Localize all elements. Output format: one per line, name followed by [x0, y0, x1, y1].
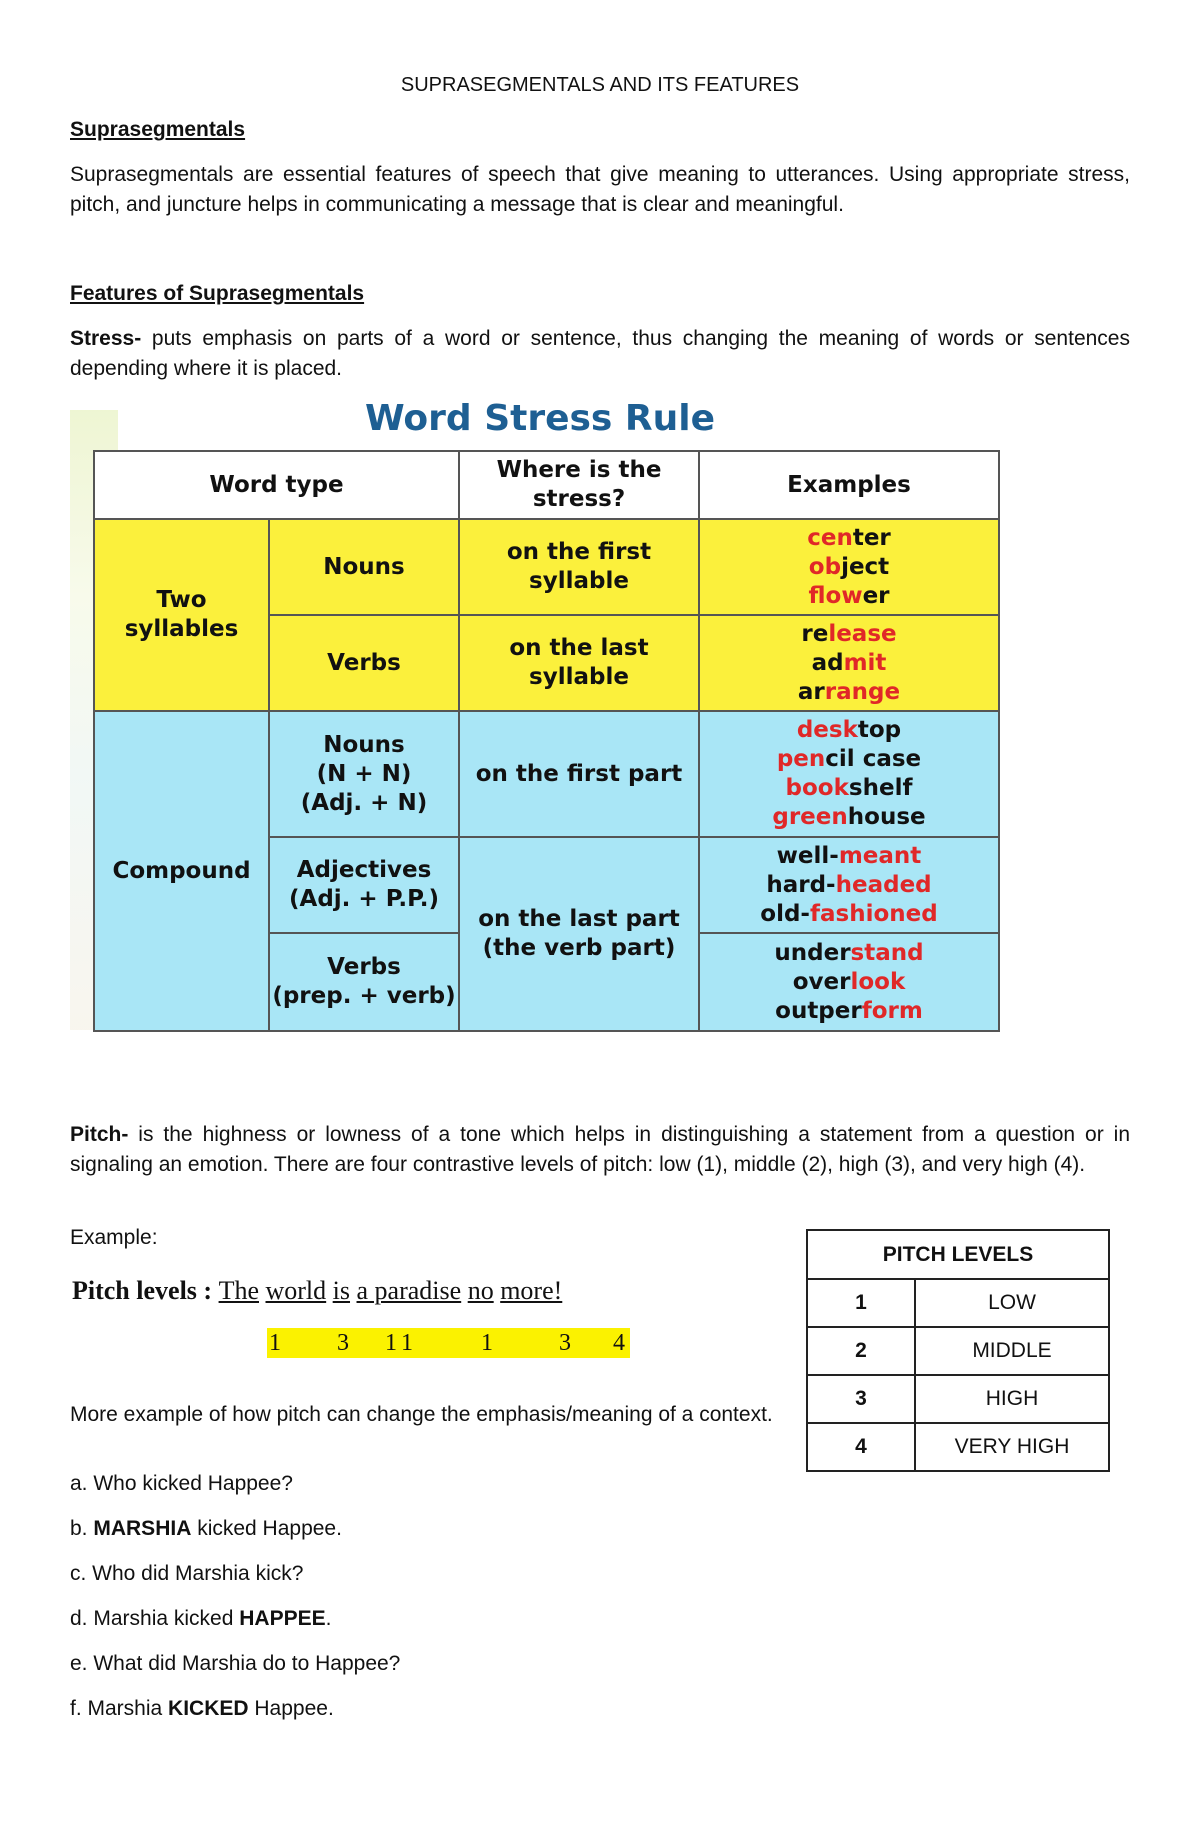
- header-where-stress: [459, 451, 699, 519]
- compound-nouns-type: [269, 711, 459, 837]
- pitch-number: 1: [269, 1330, 281, 1356]
- example-d-suffix: .: [325, 1607, 332, 1630]
- example-word: [700, 997, 998, 1026]
- unstressed-part: ter: [852, 524, 891, 551]
- unstressed-part: well-: [776, 842, 839, 869]
- pitch-number: 3: [559, 1330, 571, 1356]
- nouns-examples: [699, 519, 999, 615]
- verbs-where: [459, 615, 699, 711]
- adjectives-line2: (Adj. + P.P.): [289, 886, 439, 912]
- level-label: MIDDLE: [915, 1327, 1109, 1375]
- example-word: [700, 620, 998, 649]
- stress-term: Stress-: [70, 327, 142, 350]
- example-label: Example:: [70, 1226, 158, 1249]
- stressed-part: pen: [776, 746, 826, 772]
- level-label: VERY HIGH: [915, 1423, 1109, 1471]
- example-b-suffix: kicked Happee.: [191, 1517, 342, 1540]
- compound-verbs-type: [269, 933, 459, 1031]
- header-word-type: Word type: [94, 451, 459, 519]
- unstressed-part: ject: [841, 553, 890, 580]
- stressed-part: meant: [838, 842, 922, 869]
- level-label: HIGH: [915, 1375, 1109, 1423]
- pitch-paragraph: [70, 1120, 1130, 1180]
- adjectives-line1: Adjectives: [296, 857, 432, 883]
- stressed-part: lease: [828, 620, 897, 647]
- example-a: a. Who kicked Happee?: [70, 1472, 293, 1495]
- pitch-number: 4: [613, 1330, 625, 1356]
- example-b: [70, 1517, 342, 1541]
- suprasegmentals-paragraph: Suprasegmentals are essential features of speech that give meaning to utterances. Using appropriate stress, pitch, and juncture helps in communicating a message that is clear and meaningful.: [70, 163, 1130, 216]
- last-part-line2: (the verb part): [482, 935, 676, 961]
- unstressed-part: hard-: [766, 871, 836, 898]
- adjectives-examples: [699, 837, 999, 933]
- stressed-part: mit: [843, 649, 887, 676]
- sentence-word: world: [265, 1276, 327, 1305]
- two-syllables-cell: [94, 519, 269, 711]
- pitch-levels-table: [806, 1229, 1110, 1472]
- pitch-number: 3: [337, 1330, 349, 1356]
- compound-verbs-line1: Verbs: [327, 954, 401, 980]
- document-title: SUPRASEGMENTALS AND ITS FEATURES: [400, 74, 800, 96]
- stressed-part: stand: [850, 939, 924, 966]
- example-word: [700, 716, 998, 745]
- stressed-part: cen: [807, 524, 853, 551]
- unstressed-part: re: [801, 620, 829, 647]
- verbs-where-text: on the last syllable: [509, 635, 649, 690]
- example-c: c. Who did Marshia kick?: [70, 1562, 304, 1585]
- example-word: [700, 649, 998, 678]
- sentence-word: The: [218, 1276, 259, 1305]
- example-word: [700, 871, 998, 900]
- example-word: [700, 803, 998, 832]
- pitch-number: 1: [481, 1330, 493, 1356]
- stressed-part: book: [785, 775, 849, 801]
- pitch-number: 1: [385, 1330, 397, 1356]
- nouns-where-text: on the first syllable: [506, 539, 652, 594]
- pitch-levels-header: PITCH LEVELS: [807, 1230, 1109, 1279]
- stressed-part: headed: [835, 871, 932, 898]
- pitch-number: 1: [401, 1330, 413, 1356]
- compound-verbs-examples: [699, 933, 999, 1031]
- nouns-type: Nouns: [269, 519, 459, 615]
- header-examples: Examples: [699, 451, 999, 519]
- unstressed-part: over: [792, 968, 851, 995]
- unstressed-part: top: [857, 717, 902, 743]
- compound-nouns-line3: (Adj. + N): [300, 789, 428, 816]
- stressed-part: ob: [808, 553, 842, 580]
- example-word: [700, 524, 998, 553]
- last-part-where: [459, 837, 699, 1031]
- stressed-part: range: [824, 678, 901, 705]
- example-word: [700, 582, 998, 611]
- example-b-prefix: b.: [70, 1517, 94, 1540]
- stressed-part: fashioned: [809, 900, 938, 927]
- unstressed-part: old-: [760, 900, 810, 927]
- compound-label: Compound: [94, 711, 269, 1031]
- level-number: 3: [807, 1375, 915, 1423]
- unstressed-part: er: [862, 582, 890, 609]
- example-word: [700, 774, 998, 803]
- level-label: LOW: [915, 1279, 1109, 1327]
- level-number: 1: [807, 1279, 915, 1327]
- unstressed-part: shelf: [848, 775, 913, 801]
- stressed-part: flow: [808, 582, 863, 609]
- example-word: [700, 900, 998, 929]
- compound-nouns-line2: (N + N): [316, 760, 412, 787]
- compound-nouns-line1: Nouns: [323, 731, 405, 758]
- example-word: [700, 745, 998, 774]
- stressed-part: desk: [796, 717, 858, 743]
- pitch-numbers-highlight: [267, 1328, 630, 1358]
- pitch-definition: is the highness or lowness of a tone which helps in distinguishing a statement from a question or in signaling an emotion. There are four contrastive levels of pitch: low (1), middle (2), high (3), and very high (4).: [70, 1123, 1130, 1176]
- example-e: e. What did Marshia do to Happee?: [70, 1652, 401, 1675]
- last-part-line1: on the last part: [478, 906, 680, 932]
- word-stress-figure: [70, 398, 1010, 1038]
- level-number: 2: [807, 1327, 915, 1375]
- features-heading: Features of Suprasegmentals: [70, 282, 365, 305]
- example-f: [70, 1697, 334, 1721]
- example-word: [700, 842, 998, 871]
- stressed-part: green: [772, 804, 848, 830]
- example-f-emphasis: KICKED: [168, 1697, 249, 1720]
- compound-nouns-examples: [699, 711, 999, 837]
- word-stress-title: Word Stress Rule: [364, 398, 715, 439]
- stress-paragraph: [70, 324, 1130, 384]
- pitch-levels-label: Pitch levels :: [72, 1276, 219, 1305]
- unstressed-part: ar: [797, 678, 825, 705]
- header-where-text: Where is the stress?: [496, 457, 662, 512]
- example-f-prefix: f. Marshia: [70, 1697, 169, 1720]
- unstressed-part: under: [774, 939, 851, 966]
- nouns-where: [459, 519, 699, 615]
- example-word: [700, 939, 998, 968]
- stress-definition: puts emphasis on parts of a word or sentence, thus changing the meaning of words or sentences depending where it is placed.: [70, 327, 1130, 380]
- example-b-emphasis: MARSHIA: [93, 1517, 192, 1540]
- example-word: [700, 678, 998, 707]
- verbs-examples: [699, 615, 999, 711]
- sentence-word: a paradise: [356, 1276, 462, 1305]
- example-d-prefix: d. Marshia kicked: [70, 1607, 240, 1630]
- unstressed-part: house: [847, 804, 926, 830]
- example-d: [70, 1607, 331, 1631]
- two-syllables-label: Two syllables: [124, 587, 239, 642]
- more-example-text: More example of how pitch can change the emphasis/meaning of a context.: [70, 1403, 773, 1426]
- suprasegmentals-heading: Suprasegmentals: [70, 118, 246, 141]
- example-d-emphasis: HAPPEE: [239, 1607, 326, 1630]
- example-word: [700, 968, 998, 997]
- unstressed-part: outper: [775, 997, 862, 1024]
- pitch-term: Pitch-: [70, 1123, 129, 1146]
- stressed-part: form: [861, 997, 923, 1024]
- adjectives-type: [269, 837, 459, 933]
- verbs-type: Verbs: [269, 615, 459, 711]
- unstressed-part: ad: [811, 649, 844, 676]
- level-number: 4: [807, 1423, 915, 1471]
- sentence-word: no: [467, 1276, 494, 1305]
- stressed-part: look: [850, 968, 906, 995]
- unstressed-part: cil case: [825, 746, 922, 772]
- compound-nouns-where: on the first part: [459, 711, 699, 837]
- example-f-suffix: Happee.: [248, 1697, 334, 1720]
- pitch-levels-example: [72, 1276, 562, 1306]
- example-word: [700, 553, 998, 582]
- sentence-word: is: [332, 1276, 351, 1305]
- compound-verbs-line2: (prep. + verb): [272, 983, 456, 1009]
- word-stress-table: [93, 450, 1000, 1032]
- sentence-word: more!: [500, 1276, 563, 1305]
